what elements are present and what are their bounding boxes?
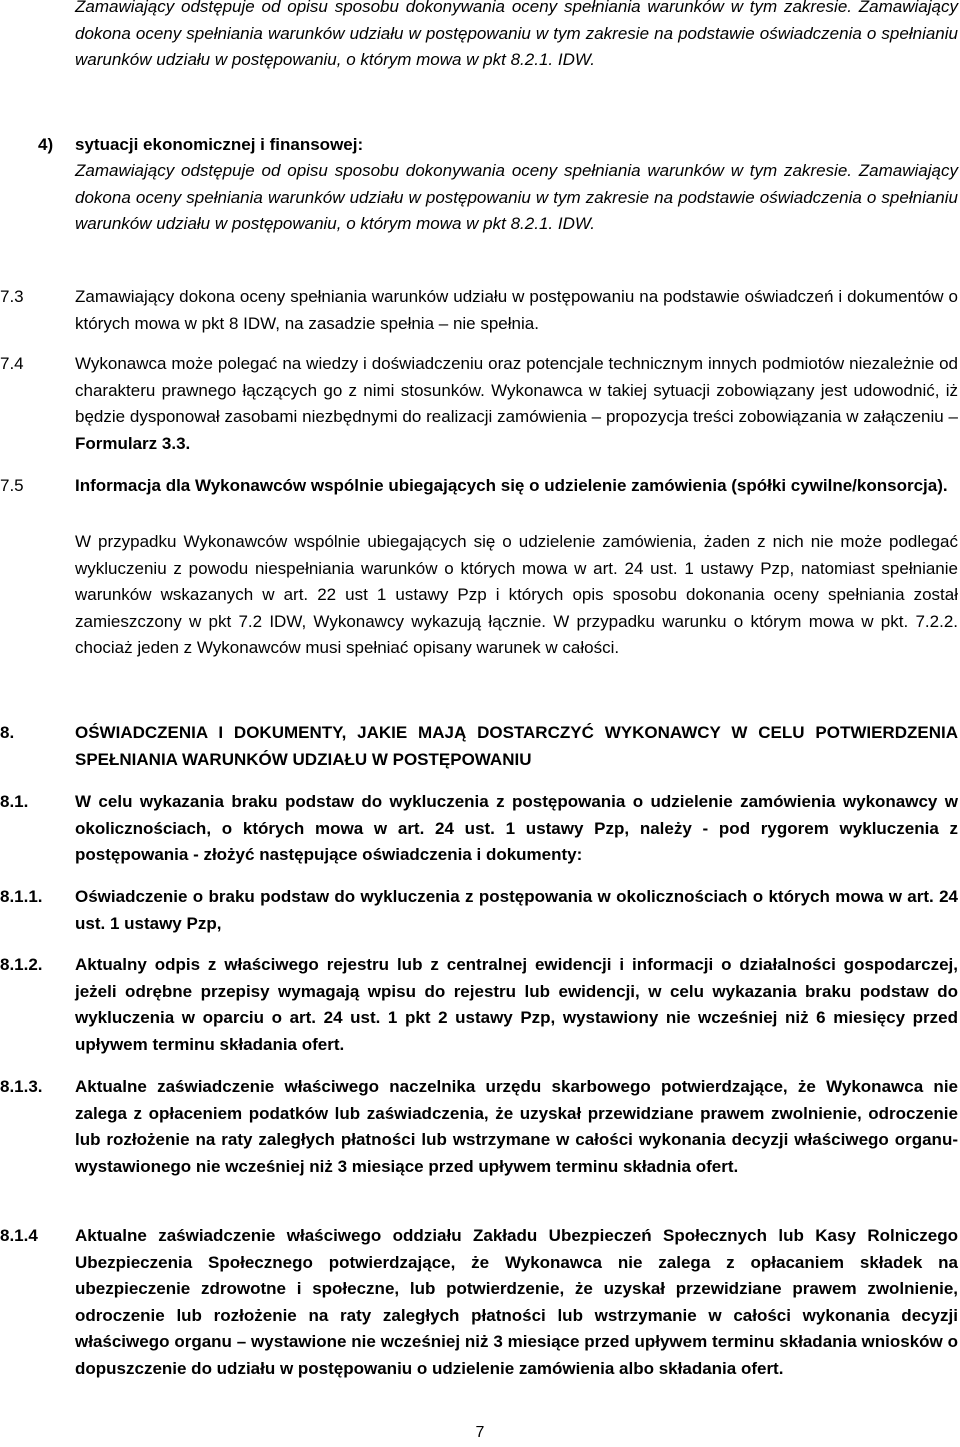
section-8-1-3-number: 8.1.3.	[0, 1077, 43, 1096]
section-8-1-2-text: Aktualny odpis z właściwego rejestru lub z centralnej ewidencji i informacji o działalności gospodarczej, jeżeli odrębne przepisy wymagają wpisu do rejestru lub ewidencji, w celu wykazania braku podstaw do wykluczenia w oparciu o art. 24 ust. 1 pkt 2 ustawy Pzp, wystawiony nie wcześniej niż 6 miesięcy przed upływem terminu składania ofert.	[75, 955, 958, 1054]
page-number: 7	[475, 1424, 485, 1441]
section-7-5-text: W przypadku Wykonawców wspólnie ubiegających się o udzielenie zamówienia, żaden z nich nie może podlegać wykluczeniu z powodu niespełniania warunków o których mowa w art. 24 ust. 1 ustawy Pzp, natomiast spełnianie warunków wskazanych w art. 22 ust 1 ustawy Pzp i których opis sposobu dokonania oceny spełniania został zamieszczony w pkt 7.2 IDW, Wykonawcy wykazują łącznie. W przypadku warunku o którym mowa w pkt. 7.2.2. chociaż jeden z Wykonawców musi spełniać opisany warunek w całości.	[75, 532, 958, 657]
intro-paragraph	[75, 0, 958, 74]
section-8-title: OŚWIADCZENIA I DOKUMENTY, JAKIE MAJĄ DOSTARCZYĆ WYKONAWCY W CELU POTWIERDZENIA SPEŁNIANIA WARUNKÓW UDZIAŁU W POSTĘPOWANIU	[75, 723, 958, 769]
item-4-paragraph	[75, 158, 958, 238]
intro-text: Zamawiający odstępuje od opisu sposobu dokonywania oceny spełniania warunków w tym zakresie. Zamawiający dokona oceny spełniania warunków udziału w postępowaniu w tym zakresie na podstawie oświadczenia o spełnianiu warunków udziału w postępowaniu, o którym mowa w pkt 8.2.1. IDW.	[75, 0, 958, 69]
section-7-3-number: 7.3	[0, 287, 24, 306]
section-8-1-1-text: Oświadczenie o braku podstaw do wykluczenia z postępowania w okolicznościach o których mowa w art. 24 ust. 1 ustawy Pzp,	[75, 887, 958, 933]
section-8-1-text: W celu wykazania braku podstaw do wykluczenia z postępowania o udzielenie zamówienia wykonawcy w okolicznościach, o których mowa w art. 24 ust. 1 ustawy Pzp, należy - pod rygorem wykluczenia z postępowania - złożyć następujące oświadczenia i dokumenty:	[75, 792, 958, 864]
section-7-4-paragraph	[75, 351, 958, 457]
item-4-label: 4)	[38, 135, 54, 154]
section-8-1-4-text: Aktualne zaświadczenie właściwego oddziału Zakładu Ubezpieczeń Społecznych lub Kasy Rolniczego Ubezpieczenia Społecznego potwierdzające, że Wykonawca nie zalega z opłacaniem składek na ubezpieczenie zdrowotne i społeczne, lub potwierdzenie, że uzyskał przewidziane prawem zwolnienie, odroczenie lub rozłożenie na raty zaległych płatności lub wstrzymanie w całości wykonania decyzji właściwego organu – wystawione nie wcześniej niż 3 miesiące przed upływem terminu składania wniosków o dopuszczenie do udziału w postępowaniu o udzielenie zamówienia albo składania ofert.	[75, 1226, 958, 1378]
section-8-1-2-number: 8.1.2.	[0, 955, 43, 974]
section-7-5-title: Informacja dla Wykonawców wspólnie ubiegających się o udzielenie zamówienia (spółki cywilne/konsorcja).	[75, 476, 948, 495]
item-4-title: sytuacji ekonomicznej i finansowej:	[75, 135, 364, 154]
section-7-5-paragraph	[75, 529, 958, 662]
item-4-text: Zamawiający odstępuje od opisu sposobu dokonywania oceny spełniania warunków w tym zakresie. Zamawiający dokona oceny spełniania warunków udziału w postępowaniu w tym zakresie na podstawie oświadczenia o spełnianiu warunków udziału w postępowaniu, o którym mowa w pkt 8.2.1. IDW.	[75, 161, 958, 233]
section-7-5-number: 7.5	[0, 476, 24, 495]
section-8-1-3-text: Aktualne zaświadczenie właściwego naczelnika urzędu skarbowego potwierdzające, że Wykonawca nie zalega z opłaceniem podatków lub zaświadczenia, że uzyskał przewidziane prawem zwolnienie, odroczenie lub rozłożenie na raty zaległych płatności lub wstrzymane w całości wykonania decyzji właściwego organu- wystawionego nie wcześniej niż 3 miesiące przed upływem terminu składnia ofert.	[75, 1077, 958, 1176]
section-7-4-number: 7.4	[0, 354, 24, 373]
section-8-1-number: 8.1.	[0, 792, 29, 811]
section-8-1-1-number: 8.1.1.	[0, 887, 43, 906]
section-8-1-4-number: 8.1.4	[0, 1226, 38, 1245]
section-7-3-text: Zamawiający dokona oceny spełniania warunków udziału w postępowaniu na podstawie oświadczeń i dokumentów o których mowa w pkt 8 IDW, na zasadzie spełnia – nie spełnia.	[75, 287, 958, 333]
form-reference: Formularz 3.3.	[75, 433, 191, 453]
section-8-number: 8.	[0, 723, 15, 742]
section-7-4-text: Wykonawca może polegać na wiedzy i doświadczeniu oraz potencjale technicznym innych podmiotów niezależnie od charakteru prawnego łączących go z nimi stosunków. Wykonawca w takiej sytuacji zobowiązany jest udowodnić, iż będzie dysponował zasobami niezbędnymi do realizacji zamówienia – propozycja treści zobowiązania w załączeniu –	[75, 354, 958, 426]
